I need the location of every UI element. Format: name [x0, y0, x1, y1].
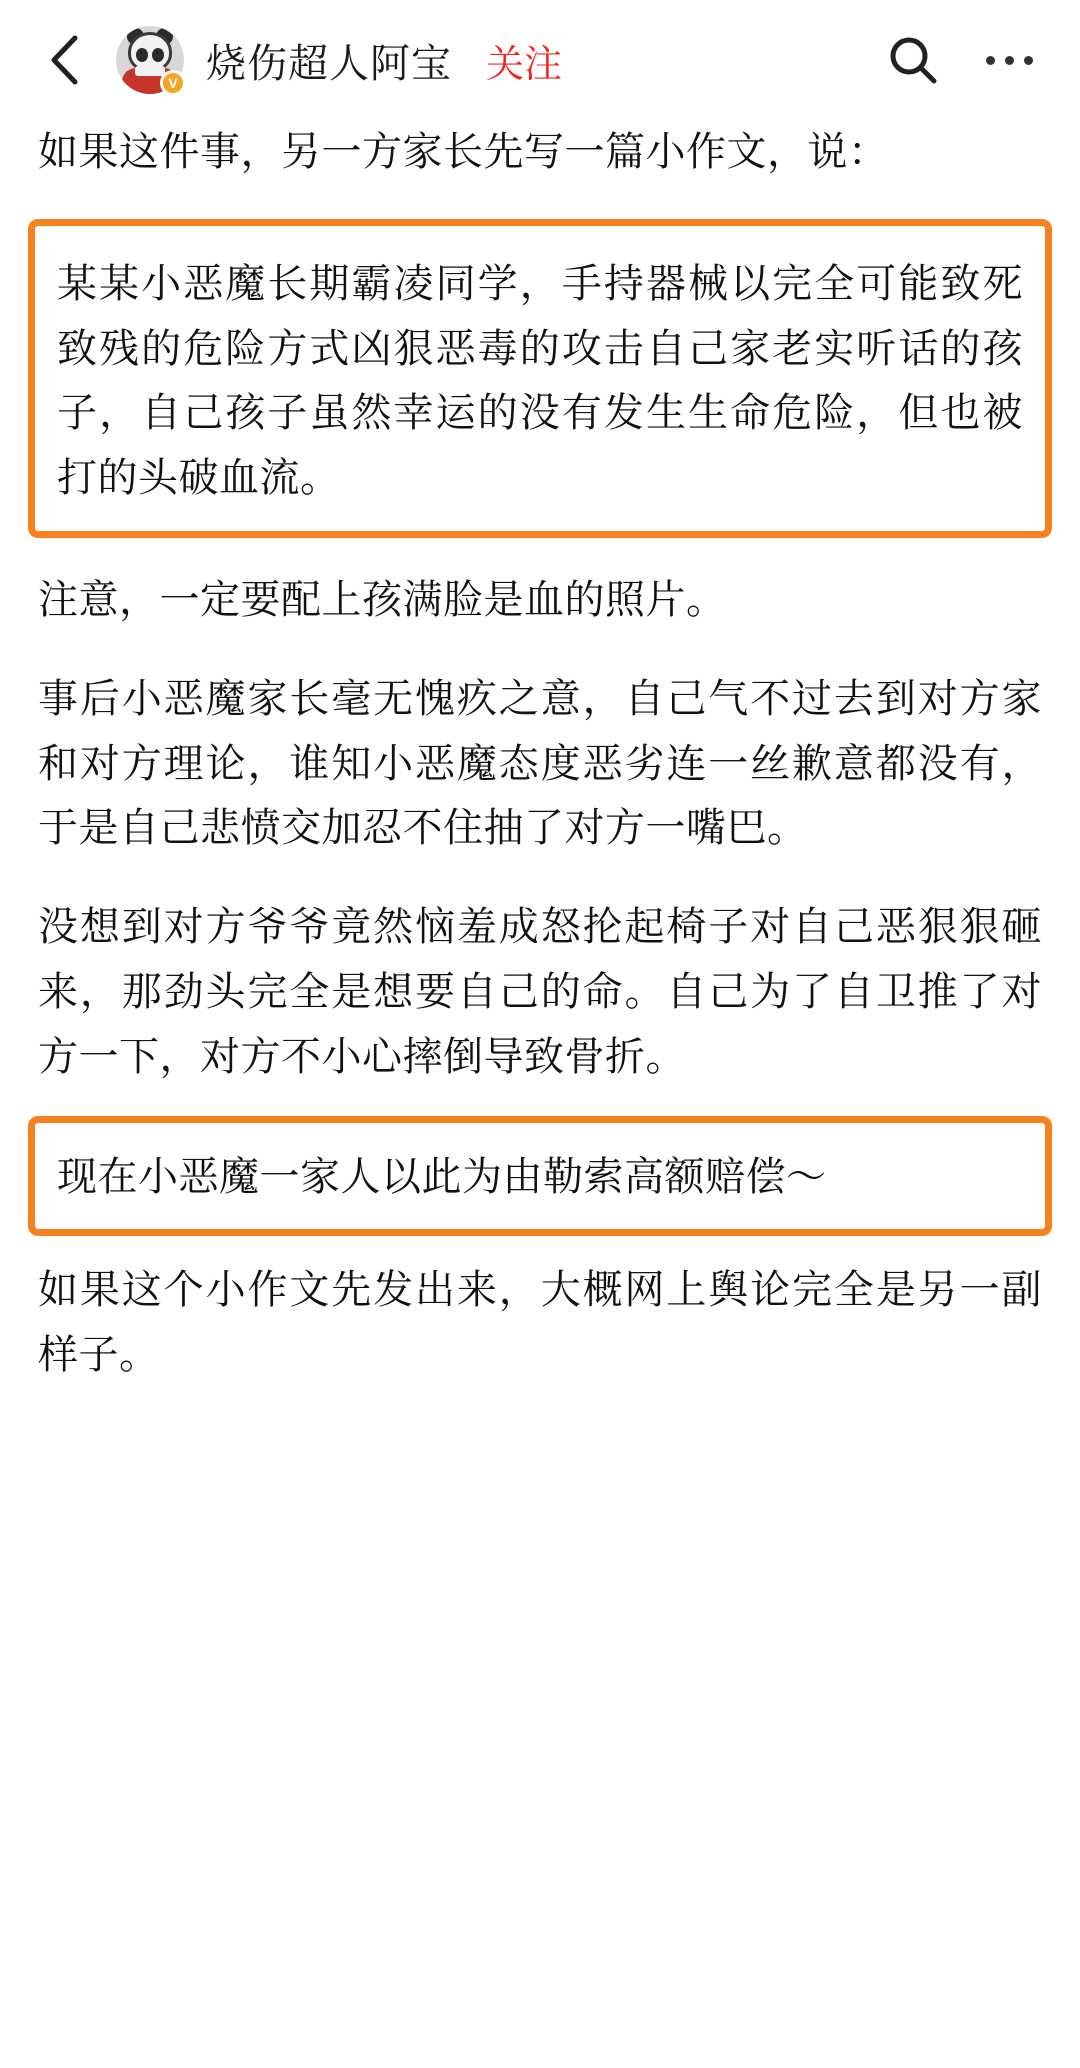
article-paragraph: 事后小恶魔家长毫无愧疚之意，自己气不过去到对方家和对方理论，谁知小恶魔态度恶劣连一丝歉意都没有，于是自己悲愤交加忍不住抽了对方一嘴巴。 [38, 676, 1042, 851]
more-horizontal-icon-dot-3 [1024, 56, 1033, 65]
chevron-left-icon [46, 32, 86, 88]
article-paragraph: 注意，一定要配上孩满脸是血的照片。 [38, 577, 727, 622]
back-button[interactable] [38, 32, 94, 88]
article-paragraph: 没想到对方爷爷竟然恼羞成怒抡起椅子对自己恶狠狠砸来，那劲头完全是想要自己的命。自己为了自卫推了对方一下，对方不小心摔倒导致骨折。 [38, 905, 1042, 1079]
follow-button[interactable]: 关注 [486, 43, 563, 86]
search-icon [886, 33, 940, 87]
article-paragraph: 如果这个小作文先发出来，大概网上舆论完全是另一副样子。 [38, 1268, 1042, 1378]
more-horizontal-icon-dot-1 [986, 56, 995, 65]
article-body [0, 120, 1080, 1388]
app-header [0, 0, 1080, 120]
article-paragraph: 现在小恶魔一家人以此为由勒索高额赔偿～ [57, 1154, 827, 1199]
avatar-collar [135, 66, 165, 76]
verified-badge-icon: V [160, 70, 186, 96]
article-paragraph: 某某小恶魔长期霸凌同学，手持器械以完全可能致死致残的危险方式凶狠恶毒的攻击自己家老实听话的孩子，自己孩子虽然幸运的没有发生生命危险，但也被打的头破血流。 [57, 261, 1023, 501]
more-horizontal-icon-dot-2 [1005, 56, 1014, 65]
avatar[interactable] [116, 26, 184, 94]
avatar-eye-left [136, 48, 148, 62]
more-options-button[interactable] [976, 27, 1042, 93]
author-name[interactable]: 烧伤超人阿宝 [206, 41, 452, 86]
highlighted-paragraph-block [28, 1116, 1052, 1237]
search-button[interactable] [880, 27, 946, 93]
highlighted-paragraph-block [28, 219, 1052, 538]
article-paragraph: 如果这件事，另一方家长先写一篇小作文，说： [38, 130, 889, 174]
avatar-eye-right [152, 48, 164, 62]
